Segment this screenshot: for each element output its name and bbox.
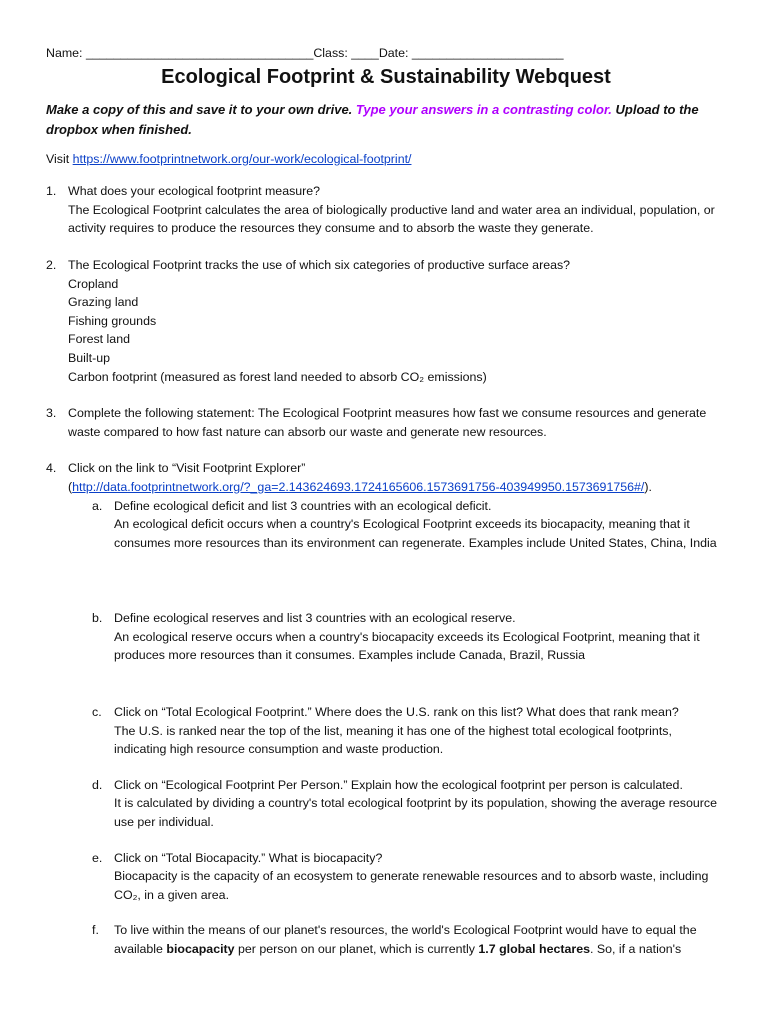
text-part: per person on our planet, which is currently — [238, 942, 475, 956]
answer-text[interactable]: The Ecological Footprint calculates the area of biologically productive land and water area an individual, population, or activity requires to produce the resources they consume and to absorb the waste they generate. — [68, 202, 715, 236]
sub-question-c — [92, 703, 726, 759]
sub-answer-text[interactable]: The U.S. is ranked near the top of the list, meaning it has one of the highest total ecological footprints, indicating high resource consumption and waste production. — [114, 723, 672, 757]
sub-letter: a. — [92, 498, 103, 513]
sub-question-b — [92, 609, 726, 665]
text-part: . So, if a nation's — [589, 942, 682, 956]
sub-question-a — [92, 497, 726, 553]
answer-item[interactable]: Built-up — [68, 350, 111, 365]
question-text[interactable]: Complete the following statement: The Ecological Footprint measures how fast we consume resources and generate waste compared to how fast nature can absorb our waste and generate new resources. — [68, 406, 707, 439]
visit-line — [46, 150, 726, 169]
answer-item[interactable]: Fishing grounds — [68, 313, 157, 328]
explorer-link-line — [68, 478, 726, 497]
question-number: 4. — [46, 461, 57, 476]
sub-letter: c. — [92, 705, 102, 720]
sub-answer-text[interactable]: An ecological deficit occurs when a country's Ecological Footprint exceeds its biocapacity, meaning that it consumes more resources than its environment can regenerate. Examples include United States, China, India — [114, 517, 717, 550]
sub-answer-text[interactable]: It is calculated by dividing a country's total ecological footprint by its population, showing the average resource use per individual. — [114, 796, 717, 830]
question-text: Click on the link to “Visit Footprint Explorer” — [68, 461, 306, 476]
sub-question-text: Click on “Total Biocapacity.” What is biocapacity? — [114, 850, 383, 865]
close-paren: ). — [644, 479, 652, 494]
sub-letter: d. — [92, 777, 103, 792]
sub-letter: e. — [92, 850, 103, 865]
sub-letter: b. — [92, 611, 103, 626]
sub-question-e — [92, 849, 726, 905]
question-number: 2. — [46, 257, 57, 272]
question-text: What does your ecological footprint measure? — [68, 184, 321, 199]
bold-global-hectares: 1.7 global hectares — [478, 942, 590, 956]
visit-label: Visit — [46, 151, 70, 166]
answer-item[interactable]: Cropland — [68, 276, 119, 291]
instructions-contrast: Type your answers in a contrasting color. — [355, 101, 612, 117]
date-blank: ______________________ — [411, 46, 564, 60]
footprint-network-link[interactable]: https://www.footprintnetwork.org/our-work/ecological-footprint/ — [72, 151, 412, 166]
question-1 — [46, 182, 726, 238]
sub-question-f — [92, 921, 726, 958]
question-4 — [46, 459, 726, 496]
worksheet-page — [46, 44, 726, 959]
text-part: To live within the means of our planet's resources, the world's Ecological Footprint would have to equal the available — [114, 923, 697, 956]
question-number: 1. — [46, 184, 57, 199]
sub-letter: f. — [92, 923, 99, 938]
class-label: Class: — [313, 46, 348, 60]
name-label: Name: — [46, 46, 83, 60]
sub-question-text: Click on “Total Ecological Footprint.” Where does the U.S. rank on this list? What does that rank mean? — [114, 705, 679, 720]
instructions — [46, 100, 726, 140]
question-number: 3. — [46, 406, 57, 421]
name-blank: _________________________________ — [85, 46, 314, 60]
answer-item[interactable]: Grazing land — [68, 295, 139, 310]
sub-question-d — [92, 776, 726, 832]
bold-biocapacity: biocapacity — [166, 942, 235, 956]
answer-item[interactable]: Forest land — [68, 332, 130, 347]
date-label: Date: — [378, 46, 409, 60]
page-title: Ecological Footprint & Sustainability Webquest — [161, 65, 611, 88]
sub-question-text — [114, 921, 726, 958]
sub-question-text: Define ecological reserves and list 3 countries with an ecological reserve. — [114, 611, 516, 626]
answer-item[interactable]: Carbon footprint (measured as forest land needed to absorb CO₂ emissions) — [68, 369, 487, 384]
instructions-copy: Make a copy of this and save it to your own drive. — [46, 101, 353, 117]
question-text: The Ecological Footprint tracks the use of which six categories of productive surface areas? — [68, 257, 571, 272]
question-2 — [46, 256, 726, 386]
footprint-explorer-link[interactable]: http://data.footprintnetwork.org/?_ga=2.143624693.1724165606.1573691756-403949950.1573691756#/ — [72, 479, 645, 494]
sub-answer-text[interactable]: Biocapacity is the capacity of an ecosystem to generate renewable resources and to absorb waste, including CO₂, in a given area. — [114, 869, 709, 902]
sub-question-text: Click on “Ecological Footprint Per Person.” Explain how the ecological footprint per person is calculated. — [114, 777, 683, 792]
question-3 — [46, 404, 726, 441]
sub-question-text: Define ecological deficit and list 3 countries with an ecological deficit. — [114, 498, 492, 513]
sub-answer-text[interactable]: An ecological reserve occurs when a country's biocapacity exceeds its Ecological Footprint, meaning that it produces more resources than it consumes. Examples include Canada, Brazil, Russia — [114, 629, 700, 663]
open-paren: ( — [68, 479, 73, 494]
class-blank: ____ — [351, 46, 379, 60]
instructions-upload: Upload to the dropbox when finished. — [46, 101, 699, 137]
header-line — [46, 44, 726, 63]
